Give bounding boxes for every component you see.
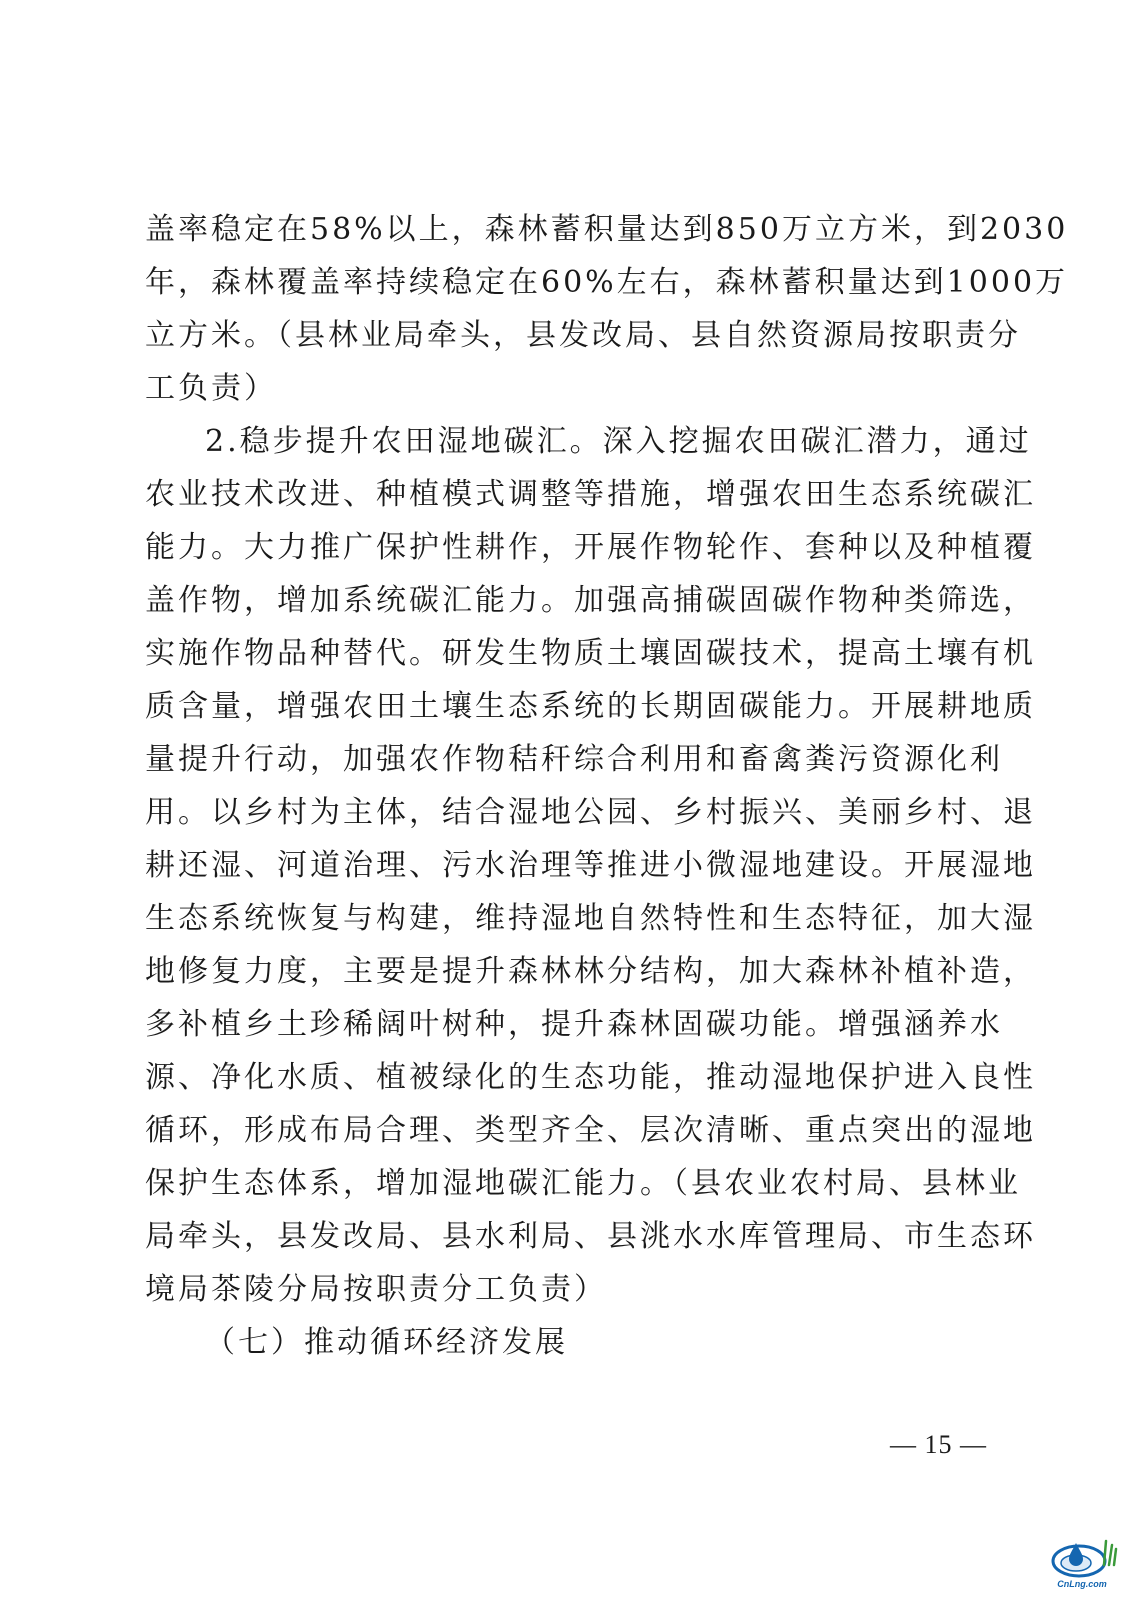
text-line: 质含量，增强农田土壤生态系统的长期固碳能力。开展耕地质: [145, 689, 1036, 724]
text-line: 地修复力度，主要是提升森林林分结构，加大森林补植补造，: [145, 954, 1036, 989]
section-heading-line: 2.稳步提升农田湿地碳汇。深入挖掘农田碳汇潜力，通过: [205, 424, 1032, 459]
text-line: 量提升行动，加强农作物秸秆综合利用和畜禽粪污资源化利: [145, 742, 1003, 777]
watermark-logo: [1036, 1535, 1122, 1595]
watermark-text: CnLng.com: [1057, 1579, 1107, 1589]
text-line: 用。以乡村为主体，结合湿地公园、乡村振兴、美丽乡村、退: [145, 795, 1036, 830]
text-line: 年，森林覆盖率持续稳定在60%左右，森林蓄积量达到1000万: [145, 265, 1069, 300]
section-heading-line: （七）推动循环经济发展: [205, 1325, 568, 1360]
text-line: 盖作物，增加系统碳汇能力。加强高捕碳固碳作物种类筛选，: [145, 583, 1036, 618]
text-line: 生态系统恢复与构建，维持湿地自然特性和生态特征，加大湿: [145, 901, 1036, 936]
document-body: [145, 203, 1069, 1369]
text-line: 境局茶陵分局按职责分工负责）: [145, 1272, 607, 1307]
text-line: 农业技术改进、种植模式调整等措施，增强农田生态系统碳汇: [145, 477, 1036, 512]
text-line: 实施作物品种替代。研发生物质土壤固碳技术，提高土壤有机: [145, 636, 1036, 671]
text-line: 多补植乡土珍稀阔叶树种，提升森林固碳功能。增强涵养水: [145, 1007, 1003, 1042]
text-line: 局牵头，县发改局、县水利局、县洮水水库管理局、市生态环: [145, 1219, 1036, 1254]
text-line: 循环，形成布局合理、类型齐全、层次清晰、重点突出的湿地: [145, 1113, 1036, 1148]
text-line: 工负责）: [145, 371, 277, 406]
page-number: — 15 —: [890, 1430, 987, 1459]
text-line: 耕还湿、河道治理、污水治理等推进小微湿地建设。开展湿地: [145, 848, 1036, 883]
text-line: 源、净化水质、植被绿化的生态功能，推动湿地保护进入良性: [145, 1060, 1036, 1095]
text-line: 立方米。（县林业局牵头，县发改局、县自然资源局按职责分: [145, 318, 1021, 353]
text-line: 能力。大力推广保护性耕作，开展作物轮作、套种以及种植覆: [145, 530, 1036, 565]
water-drop-icon: [1036, 1535, 1122, 1581]
text-line: 保护生态体系，增加湿地碳汇能力。（县农业农村局、县林业: [145, 1166, 1021, 1201]
text-line: 盖率稳定在58%以上，森林蓄积量达到850万立方米，到2030: [145, 212, 1069, 247]
